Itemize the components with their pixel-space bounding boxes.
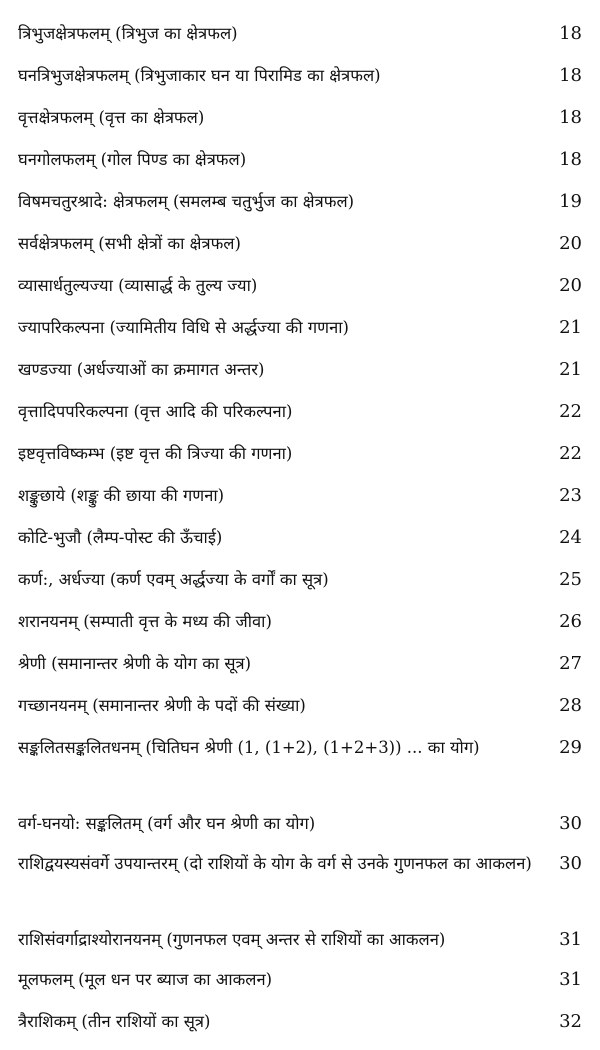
toc-entry-title: इष्टवृत्तविष्कम्भ (इष्ट वृत्त की त्रिज्या की गणना) [18,444,293,463]
toc-entry-title: राशिसंवर्गाद्राश्योरानयनम् (गुणनफल एवम् अन्तर से राशियों का आकलन) [18,930,446,949]
toc-entry [18,105,582,131]
toc-entry-page: 27 [559,653,582,674]
toc-entry-title: घनगोलफलम् (गोल पिण्ड का क्षेत्रफल) [18,150,247,169]
toc-entry [18,735,582,761]
toc-entry-page: 24 [559,527,582,548]
toc-entry-page: 21 [559,317,582,338]
toc-entry [18,147,582,173]
toc-entry-title: राशिद्वयस्यसंवर्गे उपयान्तरम् (दो राशियों के योग के वर्ग से उनके गुणनफल का आकलन) [18,854,532,873]
toc-entry-title: कोटि-भुजौ (लैम्प-पोस्ट की ऊँचाई) [18,528,223,547]
toc-entry-page: 21 [559,359,582,380]
toc-entry-title: सर्वक्षेत्रफलम् (सभी क्षेत्रों का क्षेत्रफल) [18,234,241,253]
toc-entry-page: 25 [559,569,582,590]
toc-entry [18,927,582,953]
toc-entry-title: शङ्कुछाये (शङ्कु की छाया की गणना) [18,486,225,505]
toc-entry-page: 30 [559,813,582,834]
toc-entry-page: 31 [559,969,582,990]
toc-entry-page: 18 [559,65,582,86]
toc-entry-title: घनत्रिभुजक्षेत्रफलम् (त्रिभुजाकार घन या पिरामिड का क्षेत्रफल) [18,66,381,85]
toc-entry [18,357,582,383]
toc-entry [18,273,582,299]
toc-entry-title: त्रैराशिकम् (तीन राशियों का सूत्र) [18,1012,211,1031]
toc-entry-title: श्रेणी (समानान्तर श्रेणी के योग का सूत्र) [18,654,252,673]
toc-entry [18,693,582,719]
toc-entry-title: व्यासार्धतुल्यज्या (व्यासार्द्ध के तुल्य ज्या) [18,276,258,295]
toc-entry [18,811,582,837]
toc-entry [18,189,582,215]
toc-entry-page: 18 [559,107,582,128]
toc-entry [18,609,582,635]
toc-entry-page: 31 [559,929,582,950]
toc-entry-title: मूलफलम् (मूल धन पर ब्याज का आकलन) [18,970,273,989]
toc-entry-title: गच्छानयनम् (समानान्तर श्रेणी के पदों की संख्या) [18,696,306,715]
toc-entry [18,525,582,551]
toc-entry-page: 22 [559,443,582,464]
toc-entry-title: विषमचतुरश्रादे: क्षेत्रफलम् (समलम्ब चतुर्भुज का क्षेत्रफल) [18,192,355,211]
toc-entry-page: 29 [559,737,582,758]
toc-entry-title: ज्यापरिकल्पना (ज्यामितीय विधि से अर्द्धज्या की गणना) [18,318,349,337]
toc-entry-page: 26 [559,611,582,632]
toc-entry-page: 20 [559,275,582,296]
toc-entry-page: 18 [559,149,582,170]
toc-entry [18,231,582,257]
toc-entry [18,851,582,877]
toc-entry-page: 30 [559,853,582,874]
toc-entry [18,651,582,677]
toc-entry-page: 20 [559,233,582,254]
toc-entry-title: खण्डज्या (अर्धज्याओं का क्रमागत अन्तर) [18,360,265,379]
toc-entry [18,441,582,467]
toc-entry [18,21,582,47]
toc-entry-title: शरानयनम् (सम्पाती वृत्त के मध्य की जीवा) [18,612,272,631]
toc-entry [18,1009,582,1035]
toc-entry-title: वृत्तादिपपरिकल्पना (वृत्त आदि की परिकल्पना) [18,402,293,421]
toc-entry-title: कर्ण:, अर्धज्या (कर्ण एवम् अर्द्धज्या के वर्गों का सूत्र) [18,570,329,589]
toc-entry-title: सङ्कलितसङ्कलितधनम् (चितिघन श्रेणी (1, (1+2), (1+2+3)) ... का योग) [18,738,480,757]
toc-entry [18,399,582,425]
toc-entry [18,567,582,593]
toc-entry-page: 28 [559,695,582,716]
toc-entry-page: 18 [559,23,582,44]
toc-entry-page: 22 [559,401,582,422]
toc-entry [18,967,582,993]
toc-entry-page: 19 [559,191,582,212]
toc-entry-title: वृत्तक्षेत्रफलम् (वृत्त का क्षेत्रफल) [18,108,205,127]
toc-entry [18,63,582,89]
toc-entry-title: वर्ग-घनयो: सङ्कलितम् (वर्ग और घन श्रेणी का योग) [18,814,316,833]
toc-entry-page: 23 [559,485,582,506]
toc-entry [18,483,582,509]
toc-entry-title: त्रिभुजक्षेत्रफलम् (त्रिभुज का क्षेत्रफल) [18,24,238,43]
toc-entry [18,315,582,341]
toc-entry-page: 32 [559,1011,582,1032]
